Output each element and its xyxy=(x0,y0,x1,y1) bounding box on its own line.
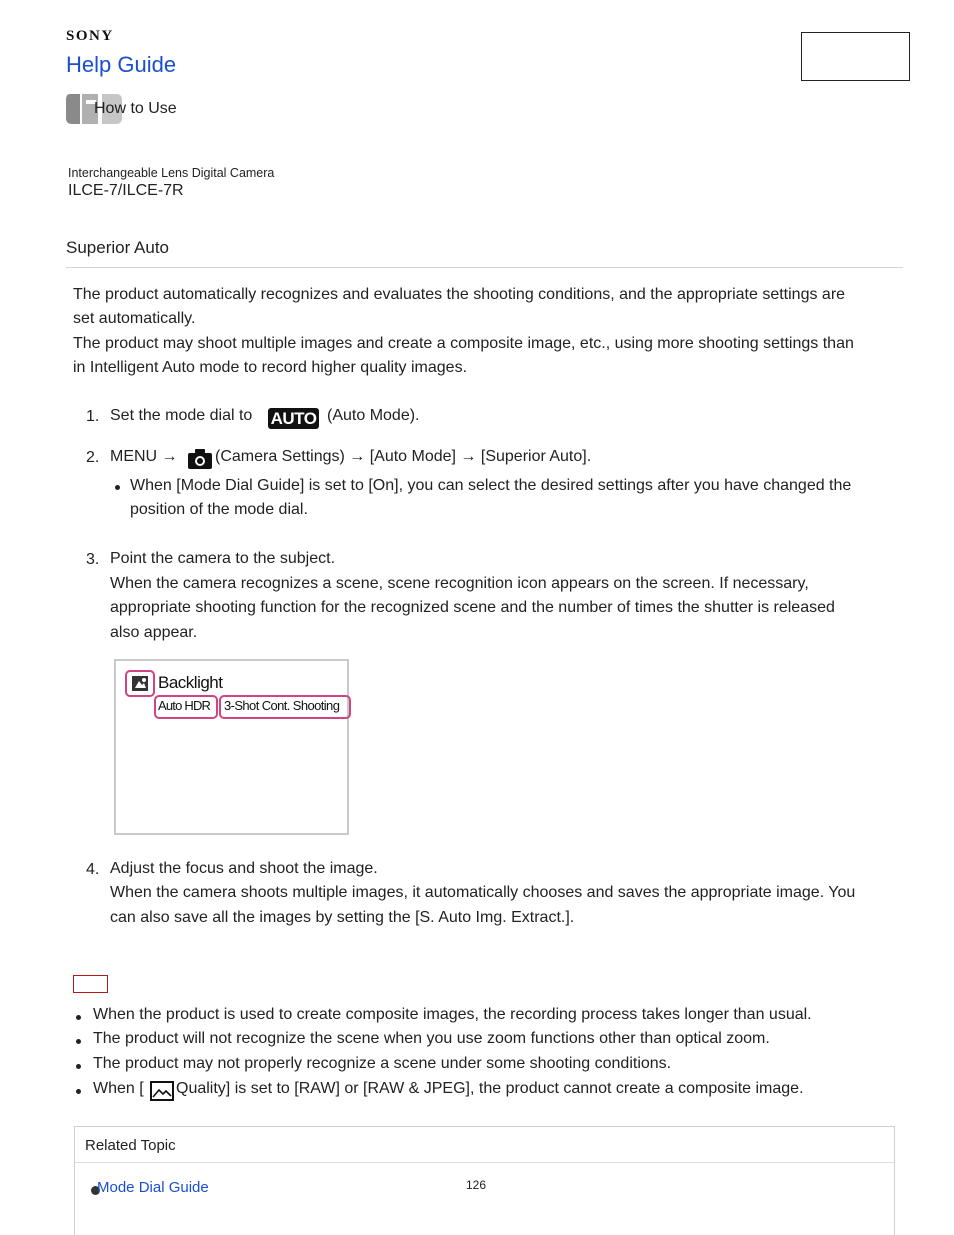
step-text: Point the camera to the subject. xyxy=(110,550,336,567)
product-category: Interchangeable Lens Digital Camera xyxy=(68,166,275,180)
step-text: When the camera shoots multiple images, it automatically chooses and saves the appropriate image. You xyxy=(110,884,856,901)
step-number: 2. xyxy=(86,449,100,466)
title-divider xyxy=(66,267,903,268)
step-number: 3. xyxy=(86,551,100,568)
note-text: Quality] is set to [RAW] or [RAW & JPEG], the product cannot create a composite image. xyxy=(176,1080,804,1097)
step-text: can also save all the images by setting the [S. Auto Img. Extract.]. xyxy=(110,909,575,926)
scene-name: Backlight xyxy=(158,673,223,692)
image-quality-icon xyxy=(150,1081,174,1101)
cont-shooting-tag: 3-Shot Cont. Shooting xyxy=(224,698,340,713)
backlight-icon xyxy=(132,676,148,691)
step-text: Adjust the focus and shoot the image. xyxy=(110,860,378,877)
search-box[interactable] xyxy=(801,32,910,81)
sub-text: When [Mode Dial Guide] is set to [On], you can select the desired settings after you have changed the xyxy=(130,477,852,494)
intro-line: in Intelligent Auto mode to record higher quality images. xyxy=(73,359,468,376)
bullet xyxy=(76,1064,81,1069)
intro-line: set automatically. xyxy=(73,310,196,327)
step-text: When the camera recognizes a scene, scene recognition icon appears on the screen. If necessary, xyxy=(110,575,809,592)
step-text: also appear. xyxy=(110,624,198,641)
bullet xyxy=(76,1039,81,1044)
step-number: 4. xyxy=(86,861,100,878)
step-text: appropriate shooting function for the recognized scene and the number of times the shutter is released xyxy=(110,599,835,616)
auto-hdr-tag: Auto HDR xyxy=(158,698,211,713)
step-text: (Camera Settings) → [Auto Mode] → [Superior Auto]. xyxy=(215,448,592,465)
step-text: (Auto Mode). xyxy=(327,407,420,424)
intro-line: The product may shoot multiple images and create a composite image, etc., using more shooting settings than xyxy=(73,335,854,352)
sub-text: position of the mode dial. xyxy=(130,501,308,518)
page-title: Superior Auto xyxy=(66,238,170,257)
step-number: 1. xyxy=(86,408,100,425)
note-text: The product may not properly recognize a scene under some shooting conditions. xyxy=(93,1055,672,1072)
related-divider xyxy=(75,1162,894,1163)
page-number: 126 xyxy=(466,1178,487,1192)
scene-recognition-illustration xyxy=(114,659,349,835)
bullet xyxy=(76,1015,81,1020)
note-text: When the product is used to create composite images, the recording process takes longer than usual. xyxy=(93,1006,812,1023)
help-guide-link[interactable]: Help Guide xyxy=(66,52,177,77)
bullet xyxy=(76,1089,81,1094)
note-text: When [ xyxy=(93,1080,144,1097)
camera-icon xyxy=(187,448,213,470)
product-model: ILCE-7/ILCE-7R xyxy=(68,182,184,199)
bullet xyxy=(115,485,120,490)
how-to-use-label[interactable]: How to Use xyxy=(94,100,177,117)
auto-mode-icon xyxy=(268,408,319,429)
sony-logo: SONY xyxy=(66,28,114,44)
mode-dial-guide-link[interactable]: Mode Dial Guide xyxy=(97,1179,209,1196)
note-text: The product will not recognize the scene when you use zoom functions other than optical zoom. xyxy=(93,1030,770,1047)
step-text: Set the mode dial to xyxy=(110,407,253,424)
intro-line: The product automatically recognizes and evaluates the shooting conditions, and the appropriate settings are xyxy=(73,286,846,303)
note-label-box xyxy=(73,975,108,993)
auto-mode-icon-text: AUTO xyxy=(270,408,317,428)
step-text: MENU → xyxy=(110,448,178,465)
related-topic-heading: Related Topic xyxy=(85,1137,176,1154)
